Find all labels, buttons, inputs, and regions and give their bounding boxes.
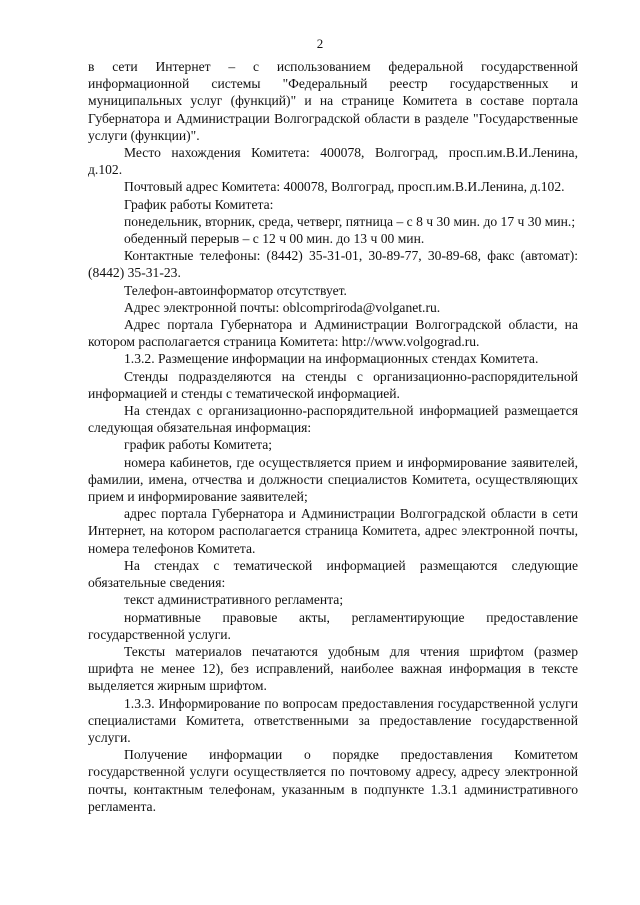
paragraph-portal-address: Адрес портала Губернатора и Администрации Волгоградской области, на котором располагается страница Комитета: http://www.volgograd.ru. <box>88 317 578 350</box>
paragraph-phones: Контактные телефоны: (8442) 35-31-01, 30-89-77, 30-89-68, факс (автомат): (8442) 35-31-23. <box>88 248 578 281</box>
document-body <box>88 58 578 815</box>
paragraph-thematic-item-text: текст административного регламента; <box>124 592 344 608</box>
paragraph-stands-types: Стенды подразделяются на стенды с организационно-распорядительной информацией и стенды с тематической информацией. <box>88 368 578 401</box>
paragraph-org-item-portal: адрес портала Губернатора и Администрации Волгоградской области в сети Интернет, на котором располагается страница Комитета, адрес электронной почты, номера телефонов Комитета. <box>88 506 578 556</box>
paragraph-internet: в сети Интернет – с использованием федеральной государственной информационной системы "Федеральный реестр государственных и муниципальных услуг (функций)" и на странице Комитета в составе портала Губернатора и Администрации Волгоградской области в разделе "Государственные услуги (функции)". <box>88 59 578 143</box>
paragraph-autoinformer: Телефон-автоинформатор отсутствует. <box>124 282 347 298</box>
paragraph-lunch-break: обеденный перерыв – с 12 ч 00 мин. до 13 ч 00 мин. <box>124 231 425 247</box>
paragraph-org-stands: На стендах с организационно-распорядительной информацией размещается следующая обязательная информация: <box>88 403 578 436</box>
paragraph-font-requirements: Тексты материалов печатаются удобным для чтения шрифтом (размер шрифта не менее 12), без исправлений, наиболее важная информация в тексте выделяется жирным шрифтом. <box>88 643 578 694</box>
paragraph-thematic-item-acts: нормативные правовые акты, регламентирующие предоставление государственной услуги. <box>88 609 578 642</box>
paragraph-schedule-title: График работы Комитета: <box>124 196 274 212</box>
paragraph-email: Адрес электронной почты: oblcompriroda@volganet.ru. <box>124 299 441 315</box>
paragraph-postal-address: Почтовый адрес Комитета: 400078, Волгоград, просп.им.В.И.Ленина, д.102. <box>124 179 565 195</box>
paragraph-schedule-days: понедельник, вторник, среда, четверг, пятница – с 8 ч 30 мин. до 17 ч 30 мин.; <box>124 213 576 229</box>
page-number: 2 <box>316 36 324 51</box>
paragraph-section-1-3-3: 1.3.3. Информирование по вопросам предоставления государственной услуги специалистами Комитета, ответственными за предоставление государственной услуги. <box>88 695 578 745</box>
paragraph-org-item-schedule: график работы Комитета; <box>124 437 273 453</box>
paragraph-location: Место нахождения Комитета: 400078, Волгоград, просп.им.В.И.Ленина, д.102. <box>88 145 578 178</box>
paragraph-org-item-offices: номера кабинетов, где осуществляется прием и информирование заявителей, фамилии, имена, отчества и должности специалистов Комитета, осуществляющих прием и информирование заявителей; <box>88 454 578 505</box>
paragraph-info-receiving: Получение информации о порядке предоставления Комитетом государственной услуги осуществляется по почтовому адресу, адресу электронной почты, контактным телефонам, указанным в подпункте 1.3.1 административного регламента. <box>88 747 578 814</box>
paragraph-section-1-3-2: 1.3.2. Размещение информации на информационных стендах Комитета. <box>124 351 539 367</box>
paragraph-thematic-stands: На стендах с тематической информацией размещаются следующие обязательные сведения: <box>88 557 578 591</box>
